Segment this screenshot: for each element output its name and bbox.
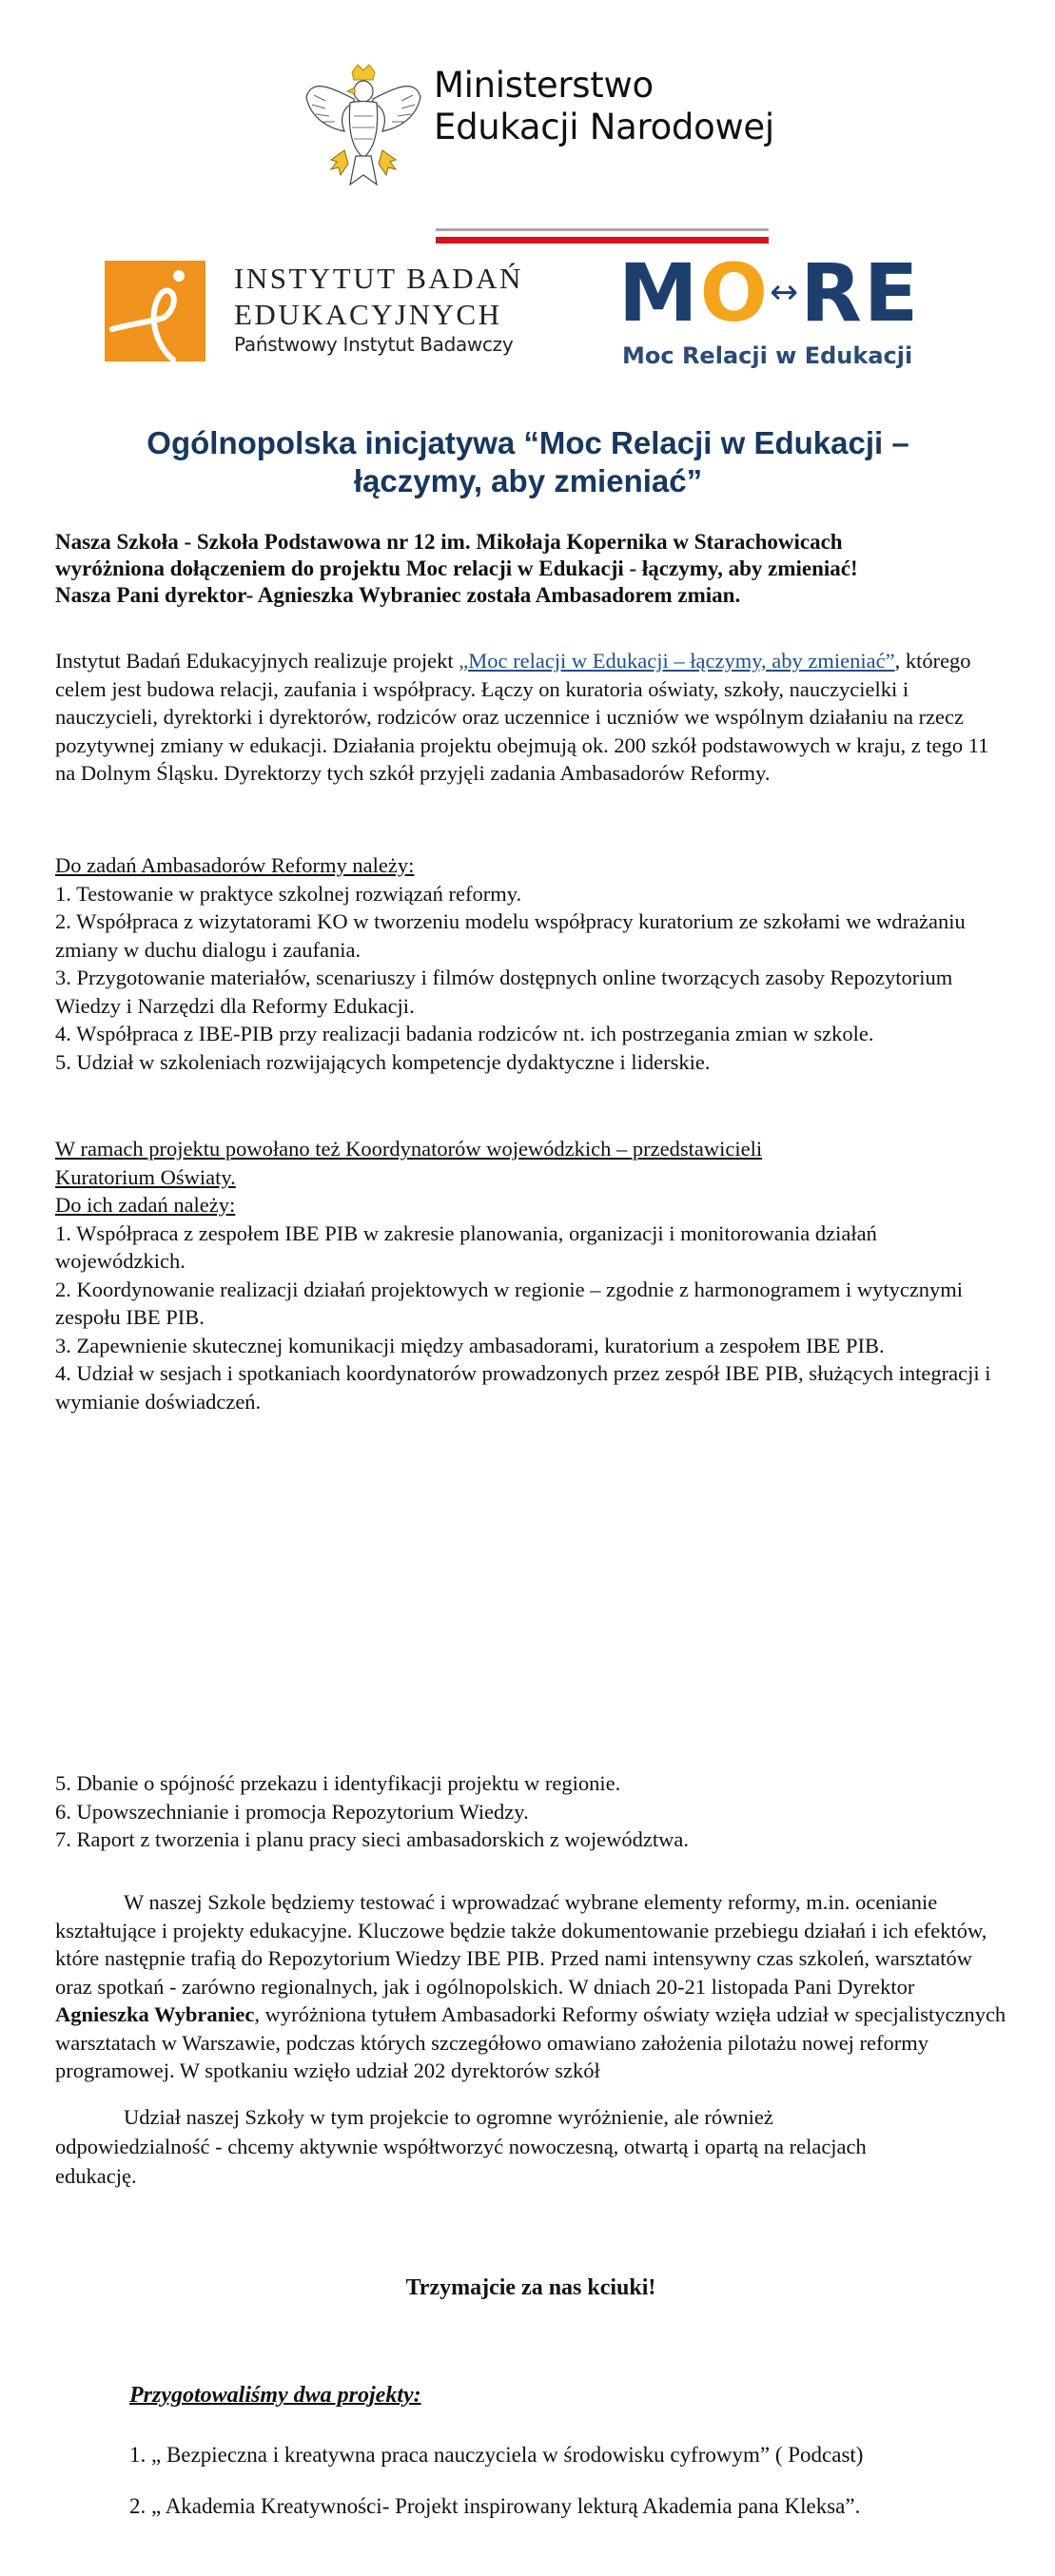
more-logo [618, 245, 999, 379]
list-item: 1. Testowanie w praktyce szkolnej rozwiązań reformy. [55, 881, 522, 906]
project-text-after-link: , którego celem jest budowa relacji, zaufania i współpracy. Łączy on kuratoria oświaty, szkoły, nauczycielki i nauczycieli, dyrektorki i dyrektorów, rodziców oraz uczennice i uczniów we wspólnym działaniu na rzecz pozytywnej zmiany w edukacji. Działania projektu obejmują ok. 200 szkół podstawowych w kraju, z tego 11 na Dolnym Śląsku. Dyrektorzy tych szkół przyjęli zadania Ambasadorów Reformy. [55, 649, 989, 785]
ibe-logo-line2: EDUKACYJNYCH [234, 298, 502, 331]
red-stripe [436, 237, 769, 244]
men-logo-text [434, 65, 774, 148]
coordinator-tasks-heading: Do ich zadań należy: [55, 1193, 236, 1217]
intro-announcement [55, 529, 1006, 609]
men-logo [303, 59, 778, 192]
more-logo-subtitle: Moc Relacji w Edukacji [622, 342, 913, 369]
intro-line1: Nasza Szkoła - Szkoła Podstawowa nr 12 im. Mikołaja Kopernika w Starachowicach [55, 530, 843, 554]
page-title-line2: łączymy, aby zmieniać” [353, 463, 703, 498]
project-description [55, 647, 1006, 788]
list-item: 5. Dbanie o spójność przekazu i identyfikacji projektu w regionie. [55, 1771, 621, 1795]
school-text-before-name: W naszej Szkole będziemy testować i wprowadzać wybrane elementy reformy, m.in. ocenianie kształtujące i projekty edukacyjne. Kluczowe będzie także dokumentowanie przebiegu działań i ich efektów, które następnie trafią do Repozytorium Wiedzy IBE PIB. Przed nami intensywny czas szkoleń, warsztatów oraz spotkań - zarówno regionalnych, jak i ogólnopolskich. W dniach 20-21 listopada Pani Dyrektor [55, 1890, 987, 1999]
project-item: 1. „ Bezpieczna i kreatywna praca nauczyciela w środowisku cyfrowym” ( Podcast) [129, 2443, 864, 2467]
ibe-logo-subtitle: Państwowy Instytut Badawczy [234, 333, 514, 356]
ambassador-tasks-heading: Do zadań Ambasadorów Reformy należy: [55, 853, 415, 877]
list-item: 2. Współpraca z wizytatorami KO w tworzeniu modelu współpracy kuratorium ze szkołami we wdrażaniu zmiany w duchu dialogu i zaufania. [55, 909, 966, 962]
men-logo-line1: Ministerstwo [434, 65, 654, 106]
list-item: 4. Współpraca z IBE-PIB przy realizacji badania rodziców nt. ich postrzegania zmian w szkole. [55, 1022, 874, 1045]
more-logo-o: O [699, 246, 771, 340]
list-item: 3. Zapewnienie skutecznej komunikacji między ambasadorami, kuratorium a zespołem IBE PIB. [55, 1333, 885, 1357]
closing-line: Trzymajcie za nas kciuki! [405, 2275, 656, 2300]
participation-paragraph: Udział naszej Szkoły w tym projekcie to ogromne wyróżnienie, ale również odpowiedzialność - chcemy aktywnie współtworzyć nowoczesną, otwartą i opartą na relacjach edukację. [55, 2105, 867, 2188]
intro-line2: wyróżniona dołączeniem do projektu Moc relacji w Edukacji - łączymy, aby zmieniać! [55, 556, 858, 580]
list-item: 5. Udział w szkoleniach rozwijających kompetencje dydaktyczne i liderskie. [55, 1049, 711, 1074]
coordinators-heading-line1: W ramach projektu powołano też Koordynatorów wojewódzkich – przedstawicieli [55, 1137, 763, 1161]
school-text-after-name: , wyróżniona tytułem Ambasadorki Reformy oświaty wzięła udział w specjalistycznych warsztatach w Warszawie, podczas których szczegółowo omawiano założenia pilotażu nowej reformy programowej. W spotkaniu wzięło udział 202 dyrektorów szkół [55, 2002, 1006, 2082]
coordinators-heading-line2: Kuratorium Oświaty. [55, 1164, 236, 1189]
project-text-before-link: Instytut Badań Edukacyjnych realizuje projekt [55, 649, 459, 673]
list-item: 1. Współpraca z zespołem IBE PIB w zakresie planowania, organizacji i monitorowania działań wojewódzkich. [55, 1220, 877, 1273]
more-logo-m: M [618, 246, 700, 340]
coordinator-tasks-section [55, 1135, 1006, 1415]
ibe-figure-icon [105, 261, 205, 361]
page-title [57, 424, 999, 500]
list-item: 2. Koordynowanie realizacji działań projektowych w regionie – zgodnie z harmonogramem i wytycznymi zespołu IBE PIB. [55, 1277, 964, 1329]
more-logo-re: RE [800, 246, 921, 340]
intro-line3: Nasza Pani dyrektor- Agnieszka Wybraniec została Ambasadorem zmian. [55, 583, 741, 607]
more-logo-wordmark [618, 245, 920, 341]
polish-eagle-icon [303, 59, 424, 192]
ibe-logo [105, 261, 542, 365]
grey-stripe [436, 228, 769, 231]
double-arrow-icon: ↔ [770, 273, 801, 312]
page-title-line1: Ogólnopolska inicjatywa “Moc Relacji w Edukacji – [147, 425, 909, 460]
project-link[interactable]: „Moc relacji w Edukacji – łączymy, aby zmieniać” [459, 649, 895, 673]
projects-heading: Przygotowaliśmy dwa projekty: [129, 2383, 421, 2408]
list-item: 7. Raport z tworzenia i planu pracy sieci ambasadorskich z województwa. [55, 1827, 690, 1851]
list-item: 6. Upowszechnianie i promocja Repozytorium Wiedzy. [55, 1799, 529, 1824]
project-item: 2. „ Akademia Kreatywności- Projekt inspirowany lekturą Akademia pana Kleksa”. [129, 2494, 861, 2518]
ibe-logo-title [234, 261, 523, 333]
men-logo-line2: Edukacji Narodowej [434, 107, 774, 147]
ambassador-tasks-section [55, 851, 1006, 1076]
director-name: Agnieszka Wybraniec [55, 2002, 255, 2026]
school-paragraph [55, 1888, 1006, 2085]
coordinator-tasks-continued [55, 1769, 1006, 1854]
ibe-logo-line1: INSTYTUT BADAŃ [234, 262, 523, 295]
list-item: 3. Przygotowanie materiałów, scenariuszy i filmów dostępnych online tworzących zasoby Repozytorium Wiedzy i Narzędzi dla Reformy Edukacji. [55, 966, 953, 1018]
list-item: 4. Udział w sesjach i spotkaniach koordynatorów prowadzonych przez zespół IBE PIB, służących integracji i wymianie doświadczeń. [55, 1361, 991, 1414]
